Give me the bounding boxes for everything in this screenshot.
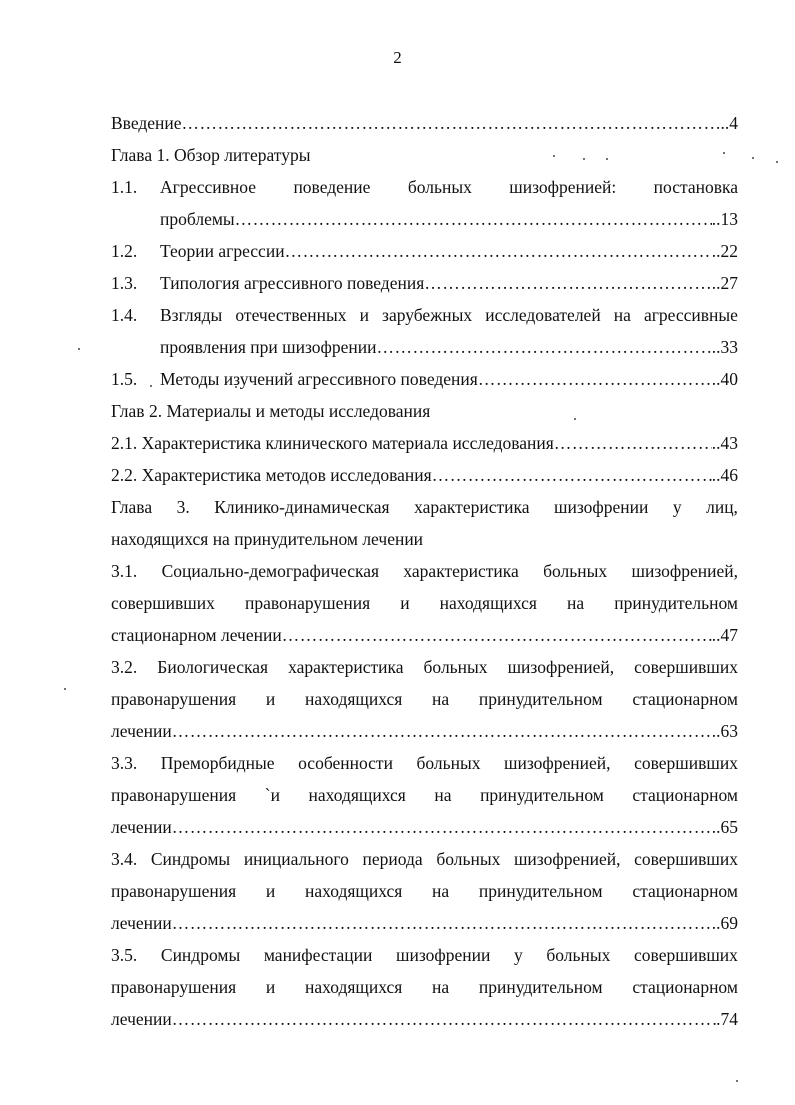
toc-leader	[554, 431, 712, 455]
word: и	[265, 689, 276, 709]
toc-entry-3-1-line2[interactable]	[111, 591, 738, 615]
word: на	[567, 593, 585, 613]
word: находящихся	[308, 785, 406, 805]
toc-entry-3-4-line2[interactable]	[111, 879, 738, 903]
word: стационарном	[632, 977, 738, 997]
word: принудительном	[478, 881, 603, 901]
word: 3.	[176, 497, 190, 517]
word: на	[613, 305, 631, 325]
toc-leader	[172, 1007, 716, 1031]
toc-label: проявления при шизофрении	[160, 337, 377, 357]
word: правонарушения	[111, 689, 237, 709]
word: Глава	[111, 497, 153, 517]
word: шизофрении	[553, 497, 649, 517]
toc-entry-1-4-line1[interactable]	[160, 303, 738, 327]
toc-entry-1-4-line2[interactable]	[160, 335, 738, 359]
word: зарубежных	[382, 305, 473, 325]
toc-leader	[285, 239, 712, 263]
word: шизофренией,	[507, 657, 615, 677]
toc-leader	[432, 463, 712, 487]
toc-entry-3-2-line1[interactable]	[111, 655, 738, 679]
toc-number: 1.1.	[111, 177, 138, 197]
toc-chapter-3-line1[interactable]	[111, 495, 738, 519]
toc-label: лечении	[111, 1009, 172, 1029]
toc-number: 1.2.	[111, 241, 138, 261]
toc-entry-3-5-line3[interactable]	[111, 1007, 738, 1031]
word: Агрессивное	[160, 177, 257, 197]
toc-label: 2.2. Характеристика методов исследования	[111, 465, 432, 485]
toc-label: Типология агрессивного поведения	[160, 273, 425, 293]
word: Биологическая	[157, 657, 269, 677]
toc-entry-2-1[interactable]	[111, 431, 738, 455]
toc-label: Методы изучений агрессивного поведения	[160, 369, 478, 389]
toc-entry-3-3-line2[interactable]	[111, 783, 738, 807]
word: стационарном	[632, 785, 738, 805]
word: больных	[416, 753, 481, 773]
toc-entry-3-4-line1[interactable]	[111, 847, 738, 871]
word: 3.2.	[111, 657, 138, 677]
toc-leader	[172, 719, 712, 743]
word: совершивших	[634, 849, 738, 869]
toc-leader	[235, 207, 712, 231]
word: совершивших	[111, 593, 215, 613]
word: больных	[436, 849, 501, 869]
toc-entry-2-2[interactable]	[111, 463, 738, 487]
toc-page: ..22	[711, 241, 738, 261]
word: находящихся	[304, 977, 403, 997]
toc-page: ..63	[711, 721, 738, 741]
toc-page: .74	[716, 1009, 738, 1029]
word: `и	[264, 785, 280, 805]
toc-leader	[182, 111, 721, 135]
toc-label: 2.1. Характеристика клинического материала исследования	[111, 433, 554, 453]
word: 3.5.	[111, 945, 138, 965]
word: шизофренией,	[631, 561, 738, 581]
toc-page: ..4	[720, 113, 738, 133]
word: шизофренией,	[513, 849, 621, 869]
toc-leader	[282, 623, 712, 647]
word: шизофрении	[395, 945, 491, 965]
word: Взгляды	[160, 305, 223, 325]
word: правонарушения	[111, 785, 237, 805]
toc-leader	[376, 335, 711, 359]
toc-entry-3-2-line2[interactable]	[111, 687, 738, 711]
toc-entry-3-4-line3[interactable]	[111, 911, 738, 935]
toc-page: ..43	[711, 433, 738, 453]
toc-entry-3-5-line1[interactable]	[111, 943, 738, 967]
word: принудительном	[478, 977, 603, 997]
toc-number: 1.3.	[111, 273, 138, 293]
word: Клинико-динамическая	[214, 497, 390, 517]
toc-page: ..65	[711, 817, 738, 837]
toc-entry-1-2[interactable]	[160, 239, 738, 263]
toc-label: Теории агрессии	[160, 241, 285, 261]
word: у	[672, 497, 682, 517]
word: периода	[362, 849, 423, 869]
word: правонарушения	[111, 881, 237, 901]
word: совершивших	[634, 657, 738, 677]
word: и	[400, 593, 410, 613]
word: шизофренией:	[509, 177, 617, 197]
word: больных	[423, 657, 488, 677]
toc-entry-1-5[interactable]	[160, 367, 738, 391]
word: лиц,	[706, 497, 738, 517]
word: на	[432, 881, 450, 901]
word: у	[513, 945, 523, 965]
word: 3.1.	[111, 561, 138, 581]
toc-entry-1-1-line2[interactable]	[160, 207, 738, 231]
word: Синдромы	[160, 945, 241, 965]
word: принудительном	[478, 689, 603, 709]
word: отечественных	[235, 305, 347, 325]
toc-entry-1-3[interactable]	[160, 271, 738, 295]
toc-chapter-2[interactable]: Глав 2. Материалы и методы исследования	[111, 401, 431, 421]
toc-entry-3-3-line3[interactable]	[111, 815, 738, 839]
word: на	[434, 785, 452, 805]
word: и	[359, 305, 369, 325]
toc-page: ..13	[711, 209, 738, 229]
word: шизофренией,	[504, 753, 611, 773]
word: больных	[543, 561, 608, 581]
word: Преморбидные	[160, 753, 275, 773]
toc-chapter-1[interactable]: Глава 1. Обзор литературы	[111, 145, 311, 165]
toc-entry-3-5-line2[interactable]	[111, 975, 738, 999]
toc-label: проблемы	[160, 209, 235, 229]
toc-label: лечении	[111, 913, 172, 933]
toc-leader	[172, 911, 712, 935]
word: принудительном	[614, 593, 738, 613]
toc-number: 1.5.	[111, 369, 138, 389]
word: на	[432, 689, 450, 709]
toc-entry-3-1-line3[interactable]	[111, 623, 738, 647]
word: принудительном	[480, 785, 604, 805]
toc-page: ..40	[711, 369, 738, 389]
word: характеристика	[288, 657, 404, 677]
word: совершивших	[634, 945, 738, 965]
toc-page: ..46	[711, 465, 738, 485]
word: больных	[546, 945, 611, 965]
toc-page: ..33	[711, 337, 738, 357]
toc-leader	[172, 815, 712, 839]
word: Социально-демографическая	[161, 561, 380, 581]
word: агрессивные	[643, 305, 738, 325]
word: характеристика	[414, 497, 530, 517]
toc-entry-3-1-line1[interactable]	[111, 559, 738, 583]
toc-entry-3-3-line1[interactable]	[111, 751, 738, 775]
toc-label: Введение	[111, 113, 182, 133]
toc-number: 1.4.	[111, 305, 138, 325]
word: 3.3.	[111, 753, 138, 773]
toc-label: лечении	[111, 817, 172, 837]
word: инициального	[243, 849, 349, 869]
word: манифестации	[263, 945, 373, 965]
word: совершивших	[634, 753, 738, 773]
word: стационарном	[632, 689, 738, 709]
word: правонарушения	[111, 977, 237, 997]
word: Синдромы	[150, 849, 231, 869]
word: находящихся	[304, 881, 403, 901]
word: находящихся	[304, 689, 403, 709]
toc-entry-intro[interactable]	[111, 111, 738, 135]
word: особенности	[298, 753, 393, 773]
toc-chapter-3-line2[interactable]: находящихся на принудительном лечении	[111, 529, 424, 549]
word: 3.4.	[111, 849, 138, 869]
page-number: 2	[393, 48, 402, 67]
word: на	[432, 977, 450, 997]
toc-leader	[478, 367, 712, 391]
word: больных	[407, 177, 472, 197]
word: стационарном	[632, 881, 738, 901]
toc-label: лечении	[111, 721, 172, 741]
word: правонарушения	[244, 593, 371, 613]
word: исследователей	[485, 305, 601, 325]
word: поведение	[293, 177, 371, 197]
word: находящихся	[439, 593, 537, 613]
toc-label: стационарном лечении	[111, 625, 282, 645]
toc-page: ..27	[711, 273, 738, 293]
toc-entry-3-2-line3[interactable]	[111, 719, 738, 743]
word: и	[265, 881, 276, 901]
word: постановка	[653, 177, 738, 197]
toc-leader	[424, 271, 711, 295]
toc-page: ..69	[711, 913, 738, 933]
toc-entry-1-1-line1[interactable]	[160, 175, 738, 199]
word: характеристика	[403, 561, 519, 581]
word: и	[265, 977, 276, 997]
toc-page: ..47	[711, 625, 738, 645]
